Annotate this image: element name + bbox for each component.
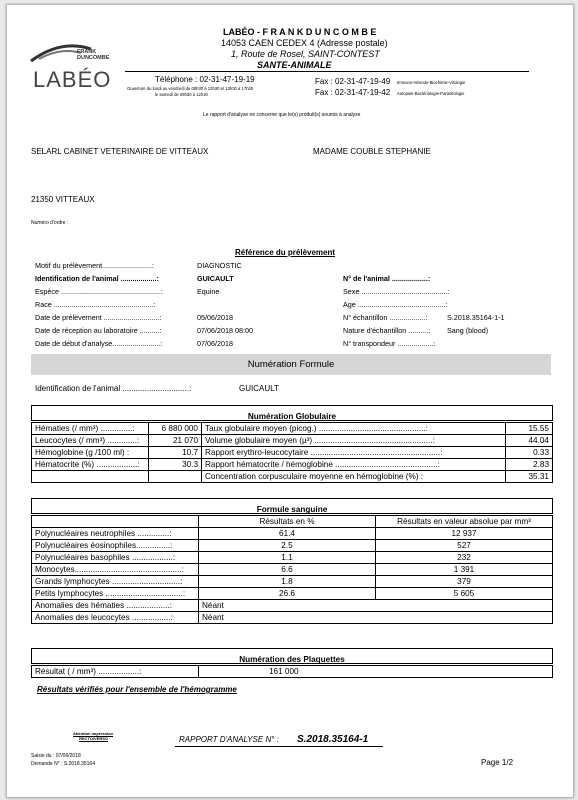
age-label: Age ............................................: bbox=[343, 300, 448, 309]
numeration-formule-band bbox=[31, 354, 551, 375]
table-row bbox=[32, 576, 553, 588]
table-row bbox=[32, 459, 553, 471]
gr-label-1: Volume globulaire moyen (µ³) ....................................................: bbox=[202, 435, 506, 447]
motif-value: DIAGNOSTIC bbox=[197, 261, 242, 270]
demande-number: Demande N° : S.2018.35164 bbox=[31, 761, 95, 767]
gr-label-4: Concentration corpusculaire moyenne en hémoglobine (%) : bbox=[202, 471, 506, 483]
table-header-row bbox=[32, 516, 553, 528]
table-row bbox=[32, 564, 553, 576]
plaquettes-header bbox=[31, 648, 553, 664]
formule-pct-0: 61.4 bbox=[199, 528, 376, 540]
rapport-label: RAPPORT D'ANALYSE N° : bbox=[179, 735, 279, 744]
owner-name: MADAME COUBLE STEPHANIE bbox=[313, 147, 431, 156]
formule-abs-0: 12 937 bbox=[376, 528, 553, 540]
gl-label-1: Leucocytes (/ mm³) .............: bbox=[32, 435, 149, 447]
table-row bbox=[32, 666, 553, 678]
gl-value-1: 21 070 bbox=[149, 435, 202, 447]
report-page bbox=[6, 4, 574, 798]
formule-pct-2: 1.1 bbox=[199, 552, 376, 564]
nf-ident-value: GUICAULT bbox=[239, 384, 279, 393]
lab-department: SANTE-ANIMALE bbox=[257, 60, 332, 70]
numeration-formule-title: Numération Formule bbox=[247, 359, 335, 370]
reference-title: Référence du prélèvement bbox=[235, 248, 336, 257]
race-label: Race ..................................................: bbox=[35, 300, 156, 309]
hours-1: Ouverture du lundi au vendredi de 08h30 à 12h30 et 13h30 à 17h30 bbox=[127, 86, 254, 91]
gl-label-3: Hématocrite (%) ..................: bbox=[32, 459, 149, 471]
motif-label: Motif du prélèvement.........................: bbox=[35, 261, 155, 270]
table-row bbox=[32, 447, 553, 459]
formule-abs-3: 1 391 bbox=[376, 564, 553, 576]
table-row bbox=[32, 423, 553, 435]
globulaire-title: Numération Globulaire bbox=[247, 412, 337, 421]
rapport-number: S.2018.35164-1 bbox=[297, 734, 369, 745]
gr-value-0: 15.55 bbox=[506, 423, 553, 435]
gr-label-3: Rapport hématocrite / hémoglobine .............................................: bbox=[202, 459, 506, 471]
logo-small-text: FRANK DUNCOMBE bbox=[77, 49, 110, 61]
lab-address-1: 14053 CAEN CEDEX 4 (Adresse postale) bbox=[221, 38, 388, 48]
formule-label-1: Polynucléaires éosinophiles...............: bbox=[32, 540, 199, 552]
gr-value-4: 35.31 bbox=[506, 471, 553, 483]
formule-pct-4: 1.8 bbox=[199, 576, 376, 588]
formule-pct-5: 26.6 bbox=[199, 588, 376, 600]
ident-label: Identification de l'animal ..................: bbox=[35, 274, 159, 283]
hours-2: le samedi de 08h30 à 12h30 bbox=[155, 92, 208, 97]
order-number-label: Numéro d'ordre : bbox=[31, 220, 69, 226]
nature-value: Sang (blood) bbox=[447, 326, 489, 335]
formule-label-0: Polynucléaires neutrophiles ..............: bbox=[32, 528, 199, 540]
phone: Téléphone : 02-31-47-19-19 bbox=[155, 75, 255, 84]
page-number: Page 1/2 bbox=[481, 758, 514, 767]
globulaire-table bbox=[31, 422, 553, 483]
formule-pct-3: 6.6 bbox=[199, 564, 376, 576]
nature-label: Nature d'échantillon ..........: bbox=[343, 326, 431, 335]
plaquettes-value: 161 000 bbox=[199, 666, 553, 678]
gl-label-2: Hémoglobine (g /100 ml) : bbox=[32, 447, 149, 459]
formule-label-3: Monocytes...............................................: bbox=[32, 564, 199, 576]
formule-abs-1: 527 bbox=[376, 540, 553, 552]
table-row bbox=[32, 552, 553, 564]
table-row bbox=[32, 435, 553, 447]
col-pct-header: Résultats en % bbox=[199, 516, 376, 528]
table-row bbox=[32, 612, 553, 624]
disclaimer: Le rapport d'analyse ne concerne que le(s) produit(s) soumis à analyse bbox=[203, 112, 361, 118]
table-row bbox=[32, 600, 553, 612]
globulaire-header bbox=[31, 405, 553, 421]
anomalie-label-1: Anomalies des leucocytes .................: bbox=[32, 612, 199, 624]
empty-cell bbox=[32, 471, 149, 483]
formule-table bbox=[31, 515, 553, 624]
formule-pct-1: 2.5 bbox=[199, 540, 376, 552]
empty-cell bbox=[32, 516, 199, 528]
plaquettes-table bbox=[31, 665, 553, 678]
gr-value-1: 44.04 bbox=[506, 435, 553, 447]
lab-address-2: 1, Route de Rosel, SAINT-CONTEST bbox=[231, 49, 380, 59]
formule-abs-2: 232 bbox=[376, 552, 553, 564]
sender-name: SELARL CABINET VETERINAIRE DE VITTEAUX bbox=[31, 147, 209, 156]
formule-header bbox=[31, 498, 553, 514]
logo-big-text: LABÉO bbox=[33, 67, 112, 92]
date-debut-value: 07/06/2018 bbox=[197, 339, 233, 348]
lab-name: LABÉO - F R A N K D U N C O M B E bbox=[223, 27, 377, 37]
sender-city: 21350 VITTEAUX bbox=[31, 195, 95, 204]
fax-2: Fax : 02-31-47-19-42 bbox=[315, 88, 391, 97]
date-recep-value: 07/06/2018 08:00 bbox=[197, 326, 253, 335]
attention-1: Attention impression bbox=[73, 731, 114, 736]
transpondeur-label: N° transpondeur ..................: bbox=[343, 339, 436, 348]
gr-value-3: 2.83 bbox=[506, 459, 553, 471]
empty-cell bbox=[149, 471, 202, 483]
anomalie-value-0: Néant bbox=[199, 600, 553, 612]
date-prel-value: 05/06/2018 bbox=[197, 313, 233, 322]
anomalie-label-0: Anomalies des hématies ...................: bbox=[32, 600, 199, 612]
formule-label-2: Polynucléaires basophiles ..................: bbox=[32, 552, 199, 564]
date-prel-label: Date de prélèvement ............................: bbox=[35, 313, 162, 322]
table-row bbox=[32, 540, 553, 552]
formule-title: Formule sanguine bbox=[256, 505, 328, 514]
num-animal-label: N° de l'animal ..................: bbox=[343, 274, 431, 283]
date-recep-label: Date de réception au laboratoire ..........: bbox=[35, 326, 162, 335]
table-row bbox=[32, 471, 553, 483]
col-abs-header: Résultats en valeur absolue par mm³ bbox=[376, 516, 553, 528]
nf-ident-label: Identification de l'animal ..............................: bbox=[35, 384, 192, 393]
sexe-label: Sexe ...........................................: bbox=[343, 287, 450, 296]
num-ech-label: N° échantillon ..................: bbox=[343, 313, 428, 322]
plaquettes-title: Numération des Plaquettes bbox=[239, 655, 345, 664]
plaquettes-label: Résultat ( / mm³) ..................: bbox=[32, 666, 199, 678]
gl-value-0: 6 880 000 bbox=[149, 423, 202, 435]
header-rule bbox=[125, 71, 529, 72]
saisie-date: Saisie du : 07/06/2018 bbox=[31, 753, 81, 759]
formule-abs-4: 379 bbox=[376, 576, 553, 588]
table-row bbox=[32, 528, 553, 540]
attention-2: RECTO/VERSO bbox=[79, 736, 109, 741]
table-row bbox=[32, 588, 553, 600]
gr-label-2: Rapport erythro-leucocytaire .........................................................: bbox=[202, 447, 506, 459]
footer-rule bbox=[175, 746, 383, 747]
formule-label-4: Grands lymphocytes ..............................: bbox=[32, 576, 199, 588]
formule-abs-5: 5 605 bbox=[376, 588, 553, 600]
fax-1: Fax : 02-31-47-19-49 bbox=[315, 77, 391, 86]
date-debut-label: Date de début d'analyse........................: bbox=[35, 339, 163, 348]
fax-1-note: Immuno-Hémato-Biochimie-Virologie bbox=[397, 80, 466, 85]
labeo-logo bbox=[21, 35, 121, 95]
gr-value-2: 0.33 bbox=[506, 447, 553, 459]
formule-label-5: Petits lymphocytes ..................................: bbox=[32, 588, 199, 600]
gl-value-2: 10.7 bbox=[149, 447, 202, 459]
gl-label-0: Hématies (/ mm³) ..............: bbox=[32, 423, 149, 435]
num-ech-value: S.2018.35164-1-1 bbox=[447, 313, 505, 322]
gl-value-3: 30.3 bbox=[149, 459, 202, 471]
espece-label: Espèce ..................................................: bbox=[35, 287, 163, 296]
fax-2-note: Autopsie-Bactériologie-Parasitologie bbox=[397, 91, 465, 96]
ident-value: GUICAULT bbox=[197, 274, 234, 283]
anomalie-value-1: Néant bbox=[199, 612, 553, 624]
gr-label-0: Taux globulaire moyen (picog.) ...............................................: bbox=[202, 423, 506, 435]
espece-value: Equine bbox=[197, 287, 220, 296]
verified-note: Résultats vérifiés pour l'ensemble de l'hémogramme bbox=[37, 685, 237, 694]
